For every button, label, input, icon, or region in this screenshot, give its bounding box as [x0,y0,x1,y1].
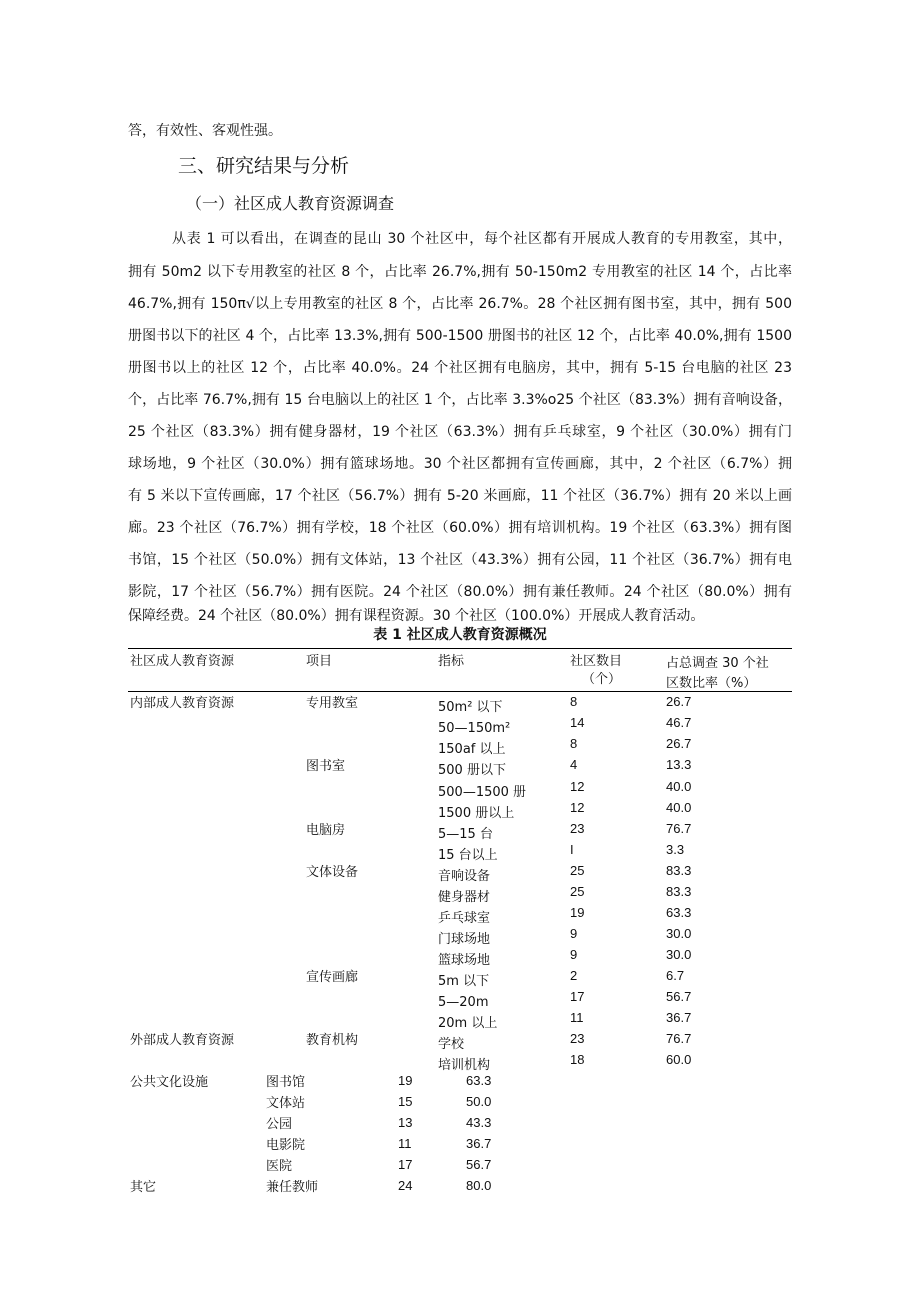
cell-count: 17 [398,1157,413,1172]
cell-count: 4 [570,757,578,772]
cell-count: 23 [570,1031,585,1046]
cell-count: 25 [570,863,585,878]
paragraph-line: 个，占比率 76.7%,拥有 15 台电脑以上的社区 1 个，占比率 3.3%o25 个社区（83.3%）拥有音响设备， [128,392,792,408]
subsection-heading: （一）社区成人教育资源调查 [186,194,395,213]
cell-item: 文体站 [266,1096,306,1111]
cell-count: 9 [570,947,578,962]
cell-indicator: 篮球场地 [438,953,491,968]
cell-ratio: 80.0 [466,1178,492,1193]
cell-indicator: 500 册以下 [438,763,506,778]
cell-count: 12 [570,800,585,815]
cell-count: 18 [570,1052,585,1067]
cell-indicator: 1500 册以上 [438,806,515,821]
cell-indicator: 学校 [438,1037,465,1052]
cell-ratio: 63.3 [666,905,692,920]
cell-count: 12 [570,779,585,794]
paragraph-line: 球场地，9 个社区（30.0%）拥有篮球场地。30 个社区都拥有宣传画廊，其中，2 个社区（6.7%）拥 [128,456,792,472]
cell-indicator: 5—20m [438,995,489,1010]
cell-ratio: 56.7 [466,1157,492,1172]
cell-count: 13 [398,1115,413,1130]
cell-ratio: 3.3 [666,842,685,857]
cell-ratio: 46.7 [666,715,692,730]
cell-item: 图书室 [306,759,346,774]
paragraph-line: 书馆，15 个社区（50.0%）拥有文体站，13 个社区（43.3%）拥有公园，11 个社区（36.7%）拥有电 [128,552,792,568]
cell-ratio: 50.0 [466,1094,492,1109]
cell-ratio: 30.0 [666,947,692,962]
cell-ratio: 36.7 [666,1010,692,1025]
cell-count: 17 [570,989,585,1004]
cell-category: 外部成人教育资源 [130,1033,235,1048]
section-heading: 三、研究结果与分析 [178,155,350,177]
cell-ratio: 40.0 [666,800,692,815]
table-top-rule [128,648,792,649]
header-ratio: 占总调查 30 个社 [666,656,769,671]
cell-category: 公共文化设施 [130,1075,209,1090]
cell-count: I [570,842,574,857]
cell-ratio: 56.7 [666,989,692,1004]
cell-count: 14 [570,715,585,730]
header-count: 社区数目 [570,654,623,669]
paragraph-line: 25 个社区（83.3%）拥有健身器材，19 个社区（63.3%）拥有乒乓球室，9 个社区（30.0%）拥有门 [128,424,792,440]
header-ratio-unit: 区数比率（%） [666,676,757,691]
cell-count: 11 [570,1010,584,1025]
cell-ratio: 26.7 [666,694,692,709]
cell-count: 19 [398,1073,413,1088]
cell-indicator: 5m 以下 [438,974,490,989]
paragraph-line: 拥有 50m2 以下专用教室的社区 8 个，占比率 26.7%,拥有 50-150m2 专用教室的社区 14 个，占比率 [128,264,792,280]
cell-indicator: 音响设备 [438,869,491,884]
cell-count: 15 [398,1094,413,1109]
intro-line: 答，有效性、客观性强。 [128,123,282,139]
cell-ratio: 36.7 [466,1136,492,1151]
cell-ratio: 26.7 [666,736,692,751]
cell-item: 专用教室 [306,696,359,711]
cell-indicator: 50—150m² [438,721,511,736]
cell-ratio: 40.0 [666,779,692,794]
cell-item: 教育机构 [306,1033,359,1048]
cell-count: 8 [570,736,578,751]
cell-count: 9 [570,926,578,941]
cell-ratio: 76.7 [666,1031,692,1046]
cell-indicator: 健身器材 [438,890,491,905]
cell-ratio: 6.7 [666,968,685,983]
cell-indicator: 150af 以上 [438,742,506,757]
cell-count: 25 [570,884,585,899]
cell-item: 文体设备 [306,865,359,880]
cell-indicator: 培训机构 [438,1058,491,1073]
cell-item: 医院 [266,1159,293,1174]
paragraph-line: 册图书以上的社区 12 个，占比率 40.0%。24 个社区拥有电脑房，其中，拥有 5-15 台电脑的社区 23 [128,360,792,376]
cell-item: 公园 [266,1117,293,1132]
paragraph-line: 46.7%,拥有 150π√以上专用教室的社区 8 个，占比率 26.7%。28 个社区拥有图书室，其中，拥有 500 [128,296,792,312]
paragraph-line: 册图书以下的社区 4 个，占比率 13.3%,拥有 500-1500 册图书的社区 12 个，占比率 40.0%,拥有 1500 [128,328,792,344]
cell-item: 兼任教师 [266,1180,319,1195]
paragraph-line: 有 5 米以下宣传画廊，17 个社区（56.7%）拥有 5-20 米画廊，11 个社区（36.7%）拥有 20 米以上画 [128,488,792,504]
cell-ratio: 30.0 [666,926,692,941]
paragraph-line: 从表 1 可以看出，在调查的昆山 30 个社区中，每个社区都有开展成人教育的专用教室，其中， [172,231,792,247]
cell-item: 电脑房 [306,823,346,838]
table-caption: 表 1 社区成人教育资源概况 [373,627,547,643]
cell-ratio: 63.3 [466,1073,492,1088]
cell-item: 图书馆 [266,1075,306,1090]
cell-count: 23 [570,821,585,836]
header-resource: 社区成人教育资源 [130,654,235,669]
paragraph-line: 廊。23 个社区（76.7%）拥有学校，18 个社区（60.0%）拥有培训机构。19 个社区（63.3%）拥有图 [128,520,792,536]
cell-indicator: 门球场地 [438,932,491,947]
cell-count: 8 [570,694,578,709]
cell-ratio: 83.3 [666,863,692,878]
header-item: 项目 [306,654,333,669]
cell-indicator: 50m² 以下 [438,700,503,715]
cell-ratio: 13.3 [666,757,692,772]
paragraph-line: 保障经费。24 个社区（80.0%）拥有课程资源。30 个社区（100.0%）开展成人教育活动。 [128,608,705,624]
cell-count: 11 [398,1136,412,1151]
cell-ratio: 60.0 [666,1052,692,1067]
paragraph-line: 影院，17 个社区（56.7%）拥有医院。24 个社区（80.0%）拥有兼任教师。24 个社区（80.0%）拥有 [128,584,792,600]
cell-count: 2 [570,968,578,983]
cell-indicator: 5—15 台 [438,827,493,842]
cell-ratio: 43.3 [466,1115,492,1130]
cell-item: 电影院 [266,1138,306,1153]
cell-indicator: 20m 以上 [438,1016,498,1031]
cell-ratio: 76.7 [666,821,692,836]
header-count-unit: （个） [582,672,622,687]
cell-indicator: 15 台以上 [438,848,498,863]
cell-count: 24 [398,1178,413,1193]
cell-indicator: 500—1500 册 [438,785,527,800]
cell-item: 宣传画廊 [306,970,359,985]
cell-category: 内部成人教育资源 [130,696,235,711]
cell-ratio: 83.3 [666,884,692,899]
cell-indicator: 乒乓球室 [438,911,491,926]
cell-count: 19 [570,905,585,920]
header-indicator: 指标 [438,654,465,669]
cell-category: 其它 [130,1180,157,1195]
